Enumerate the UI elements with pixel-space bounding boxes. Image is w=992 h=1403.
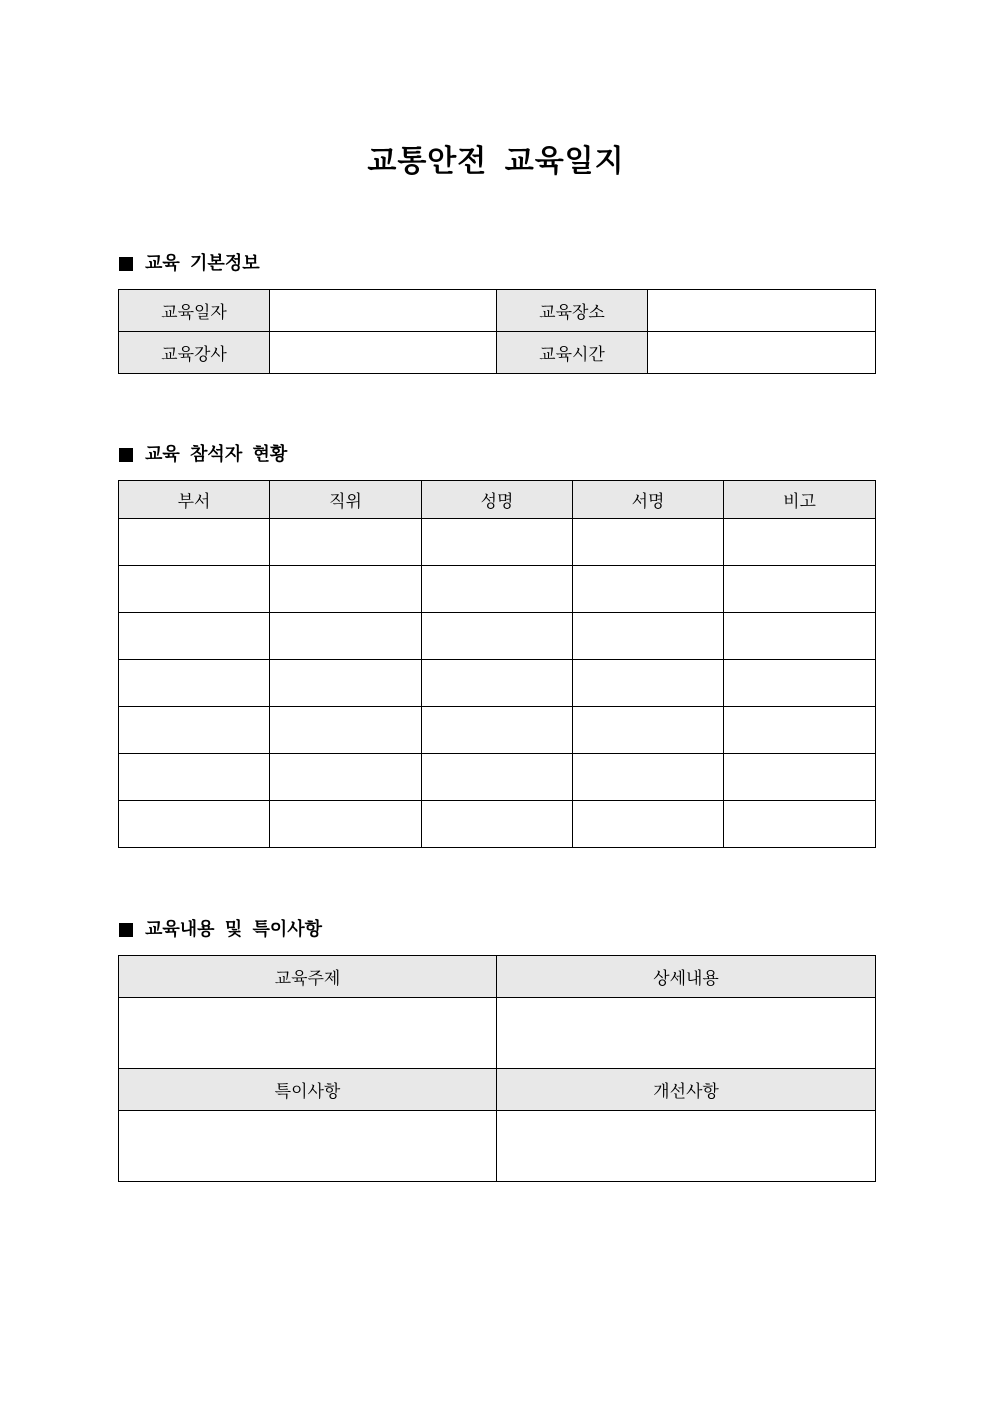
cell-department[interactable] — [119, 707, 270, 754]
cell-signature[interactable] — [573, 754, 724, 801]
label-improvements: 개선사항 — [497, 1069, 876, 1111]
cell-position[interactable] — [270, 707, 422, 754]
field-date[interactable] — [270, 290, 497, 332]
field-instructor[interactable] — [270, 332, 497, 374]
cell-name[interactable] — [422, 613, 573, 660]
cell-position[interactable] — [270, 613, 422, 660]
field-details[interactable] — [497, 998, 876, 1069]
table-row — [119, 1111, 876, 1182]
table-row — [119, 332, 876, 374]
cell-name[interactable] — [422, 754, 573, 801]
square-bullet-icon — [119, 448, 133, 462]
cell-department[interactable] — [119, 519, 270, 566]
section-heading-label: 교육내용 및 특이사항 — [145, 919, 323, 940]
table-header-row — [119, 481, 876, 519]
table-header-row — [119, 956, 876, 998]
label-instructor: 교육강사 — [119, 332, 270, 374]
cell-position[interactable] — [270, 801, 422, 848]
cell-name[interactable] — [422, 707, 573, 754]
cell-position[interactable] — [270, 519, 422, 566]
column-header-position: 직위 — [270, 481, 422, 519]
field-topic[interactable] — [119, 998, 497, 1069]
column-header-remarks: 비고 — [724, 481, 876, 519]
label-time: 교육시간 — [497, 332, 648, 374]
cell-name[interactable] — [422, 519, 573, 566]
column-header-name: 성명 — [422, 481, 573, 519]
section-heading-basic-info — [119, 252, 260, 276]
table-row — [119, 613, 876, 660]
cell-remarks[interactable] — [724, 566, 876, 613]
column-header-department: 부서 — [119, 481, 270, 519]
table-row — [119, 290, 876, 332]
field-place[interactable] — [648, 290, 876, 332]
basic-info-table — [118, 289, 876, 374]
column-header-signature: 서명 — [573, 481, 724, 519]
cell-signature[interactable] — [573, 519, 724, 566]
cell-signature[interactable] — [573, 566, 724, 613]
content-table — [118, 955, 876, 1182]
cell-signature[interactable] — [573, 801, 724, 848]
cell-signature[interactable] — [573, 660, 724, 707]
section-heading-label: 교육 기본정보 — [145, 253, 260, 274]
cell-name[interactable] — [422, 660, 573, 707]
label-place: 교육장소 — [497, 290, 648, 332]
attendee-table — [118, 480, 876, 848]
cell-signature[interactable] — [573, 707, 724, 754]
square-bullet-icon — [119, 257, 133, 271]
section-heading-attendees — [119, 443, 287, 467]
cell-remarks[interactable] — [724, 660, 876, 707]
cell-name[interactable] — [422, 801, 573, 848]
page-title: 교통안전 교육일지 — [367, 144, 625, 179]
cell-department[interactable] — [119, 566, 270, 613]
label-details: 상세내용 — [497, 956, 876, 998]
table-row — [119, 998, 876, 1069]
label-notes: 특이사항 — [119, 1069, 497, 1111]
cell-name[interactable] — [422, 566, 573, 613]
cell-remarks[interactable] — [724, 801, 876, 848]
table-row — [119, 754, 876, 801]
table-header-row — [119, 1069, 876, 1111]
label-date: 교육일자 — [119, 290, 270, 332]
cell-remarks[interactable] — [724, 613, 876, 660]
cell-department[interactable] — [119, 754, 270, 801]
cell-department[interactable] — [119, 613, 270, 660]
cell-department[interactable] — [119, 660, 270, 707]
section-heading-label: 교육 참석자 현황 — [145, 444, 288, 465]
table-row — [119, 707, 876, 754]
field-notes[interactable] — [119, 1111, 497, 1182]
table-row — [119, 801, 876, 848]
table-row — [119, 660, 876, 707]
field-time[interactable] — [648, 332, 876, 374]
square-bullet-icon — [119, 923, 133, 937]
cell-signature[interactable] — [573, 613, 724, 660]
cell-position[interactable] — [270, 566, 422, 613]
cell-department[interactable] — [119, 801, 270, 848]
cell-position[interactable] — [270, 754, 422, 801]
cell-remarks[interactable] — [724, 519, 876, 566]
cell-position[interactable] — [270, 660, 422, 707]
cell-remarks[interactable] — [724, 754, 876, 801]
cell-remarks[interactable] — [724, 707, 876, 754]
table-row — [119, 519, 876, 566]
field-improvements[interactable] — [497, 1111, 876, 1182]
table-row — [119, 566, 876, 613]
label-topic: 교육주제 — [119, 956, 497, 998]
section-heading-content — [119, 918, 322, 942]
